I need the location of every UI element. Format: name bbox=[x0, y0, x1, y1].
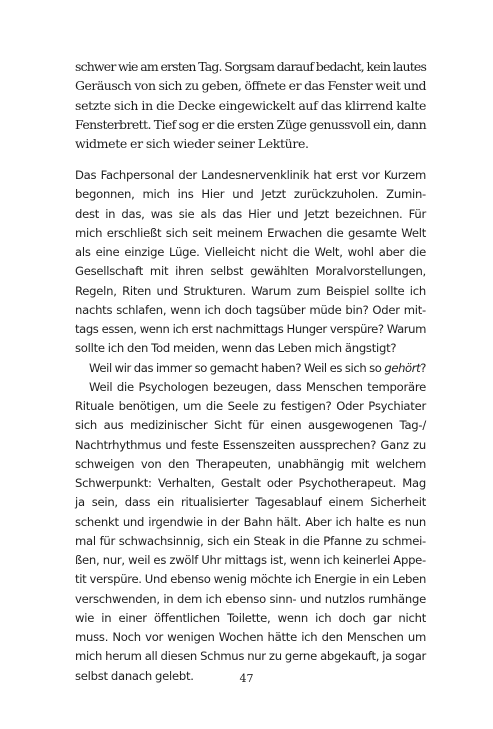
text-line: schwer wie am ersten Tag. Sorgsam darauf bedacht, kein lautes bbox=[75, 59, 427, 74]
text-line: Gesellschaft mit ihren selbst gewählten Moralvorstellungen, bbox=[75, 264, 426, 279]
text-line: setzte sich in die Decke eingewickelt auf das klirrend kalte bbox=[75, 97, 426, 113]
text-line: tit verspüre. Und ebenso wenig möchte ich Energie in ein Leben bbox=[75, 572, 426, 587]
page-number: 47 bbox=[239, 672, 254, 685]
text-line: schweigen von den Therapeuten, unabhängig mit welchem bbox=[75, 456, 426, 471]
text-line: widmete er sich wieder seiner Lektüre. bbox=[75, 136, 309, 151]
text-line: Fensterbrett. Tief sog er die ersten Züge genussvoll ein, dann bbox=[75, 116, 427, 132]
text-line: Regeln, Riten und Strukturen. Warum zum Beispiel sollte ich bbox=[75, 283, 426, 298]
question-mark: ? bbox=[420, 360, 426, 375]
text-line: Nachtrhythmus und feste Essenszeiten aussprechen? Ganz zu bbox=[75, 437, 426, 452]
text-line: verschwenden, in dem ich ebenso sinn- und nutzlos rumhänge bbox=[75, 591, 426, 606]
emphasized-word: gehört bbox=[384, 360, 421, 375]
text-line: ßen, nur, weil es zwölf Uhr mittags ist, wenn ich keinerlei Appe- bbox=[75, 553, 426, 567]
question-text: Weil wir das immer so gemacht haben? Weil es sich so bbox=[89, 360, 385, 375]
text-line: mich herum all diesen Schmus nur zu gerne abgekauft, ja sogar bbox=[75, 649, 426, 664]
text-line: tags essen, wenn ich erst nachmittags Hunger verspüre? Warum bbox=[75, 322, 426, 336]
text-line: nachts schlafen, wenn ich doch tagsüber müde bin? Oder mit- bbox=[75, 302, 426, 317]
text-line: muss. Noch vor wenigen Wochen hätte ich den Menschen um bbox=[75, 630, 426, 644]
text-line: selbst danach gelebt. bbox=[75, 668, 194, 683]
text-line: begonnen, mich ins Hier und Jetzt zurückzuholen. Zumin- bbox=[75, 187, 426, 202]
text-line: dest in das, was sie als das Hier und Jetzt bezeichnen. Für bbox=[75, 206, 426, 221]
text-line: Rituale benötigen, um die Seele zu festigen? Oder Psychiater bbox=[75, 399, 426, 413]
text-line: Weil die Psychologen bezeugen, dass Menschen temporäre bbox=[89, 379, 426, 394]
text-line: Schwerpunkt: Verhalten, Gestalt oder Psychotherapeut. Mag bbox=[75, 476, 426, 490]
narrative-paragraph bbox=[75, 57, 426, 153]
text-line: mal für schwachsinnig, sich ein Steak in die Pfanne zu schmei- bbox=[75, 533, 426, 548]
text-line: mich erschließt sich seit meinem Erwachen die gesamte Welt bbox=[75, 225, 426, 240]
text-line: schenkt und irgendwie in der Bahn hält. Aber ich halte es nun bbox=[75, 514, 426, 529]
journal-section bbox=[75, 166, 426, 686]
text-line: wie in einer öffentlichen Toilette, wenn ich doch gar nicht bbox=[75, 610, 426, 625]
text-line: sollte ich den Tod meiden, wenn das Leben mich ängstigt? bbox=[75, 341, 397, 356]
text-line: Geräusch von sich zu geben, öffnete er das Fenster weit und bbox=[75, 78, 426, 94]
text-line: ja sein, dass ein ritualisierter Tagesablauf einem Sicherheit bbox=[75, 495, 426, 510]
text-line: Das Fachpersonal der Landesnervenklinik hat erst vor Kurzem bbox=[75, 168, 426, 182]
question-line bbox=[75, 359, 426, 378]
text-line: als eine einzige Lüge. Vielleicht nicht die Welt, wohl aber die bbox=[75, 245, 426, 259]
text-line: sich aus medizinischer Sicht für einen ausgewogenen Tag-/ bbox=[75, 418, 426, 433]
